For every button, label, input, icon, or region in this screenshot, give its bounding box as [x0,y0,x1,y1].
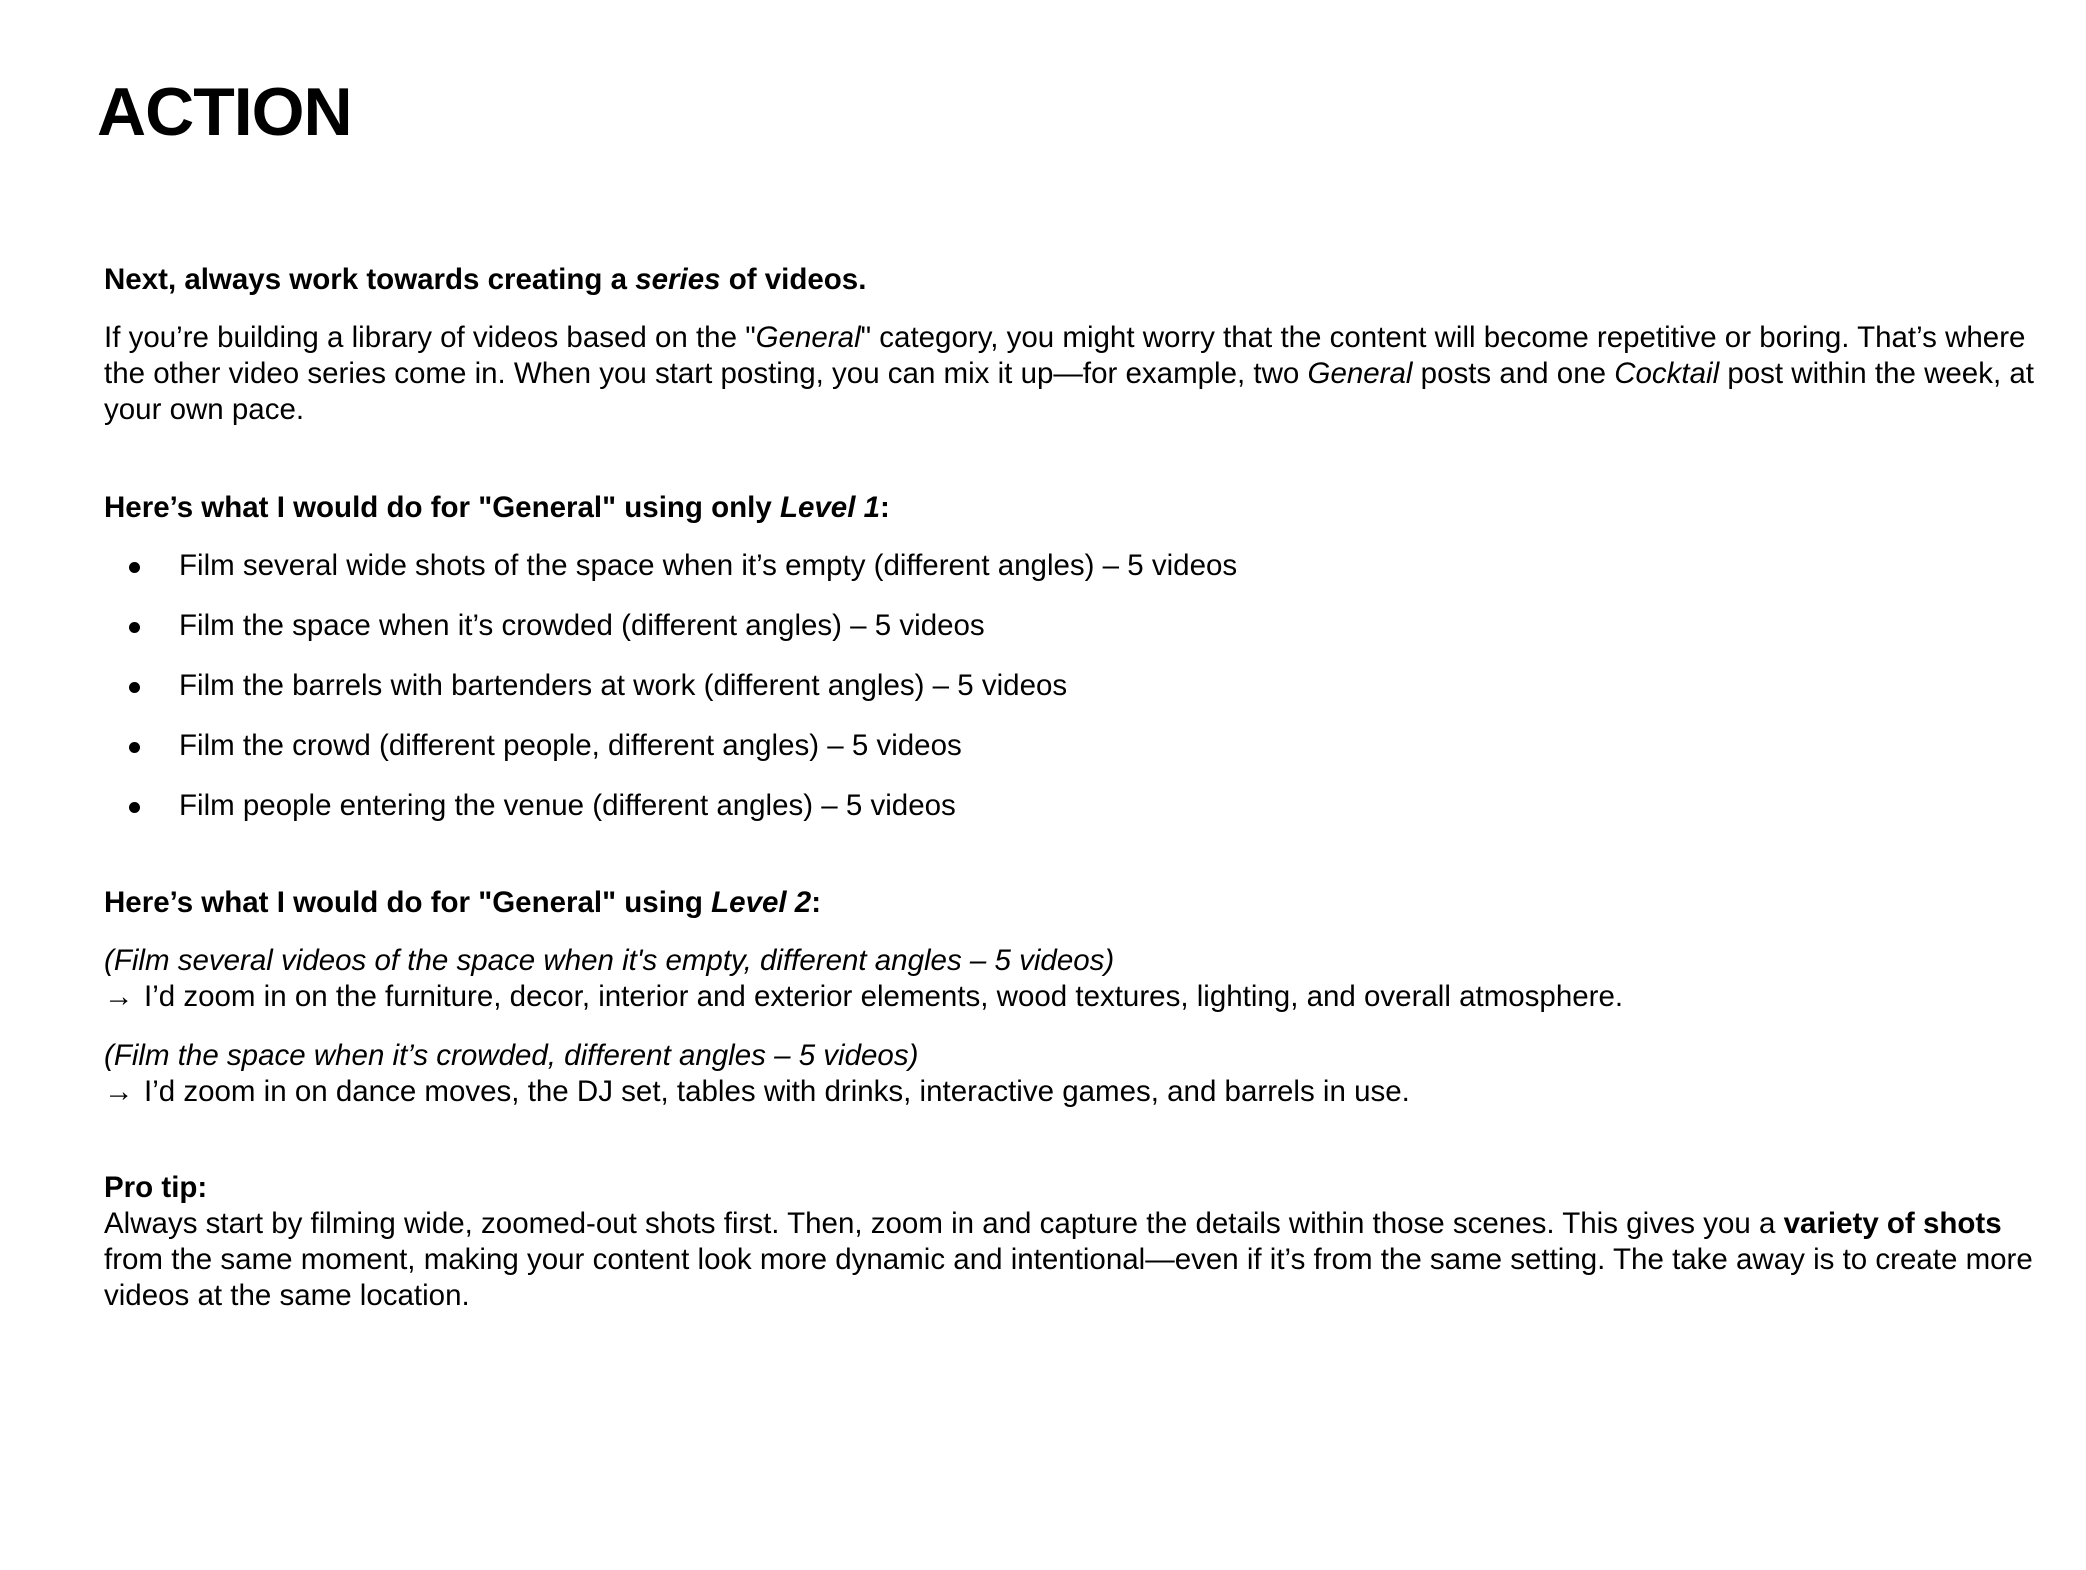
intro-text-3: posts and one [1412,357,1615,390]
pro-tip-bold: variety of shots [1783,1207,2002,1240]
pro-tip-text-1: Always start by filming wide, zoomed-out shots first. Then, zoom in and capture the details within those scenes. This gives you a [104,1207,1784,1240]
level1-heading-emphasis: Level 1 [779,491,881,524]
list-item-text: Film the barrels with bartenders at work (different angles) – 5 videos [179,669,1068,702]
level1-list [104,548,2044,824]
intro-paragraph [104,320,2044,428]
level2-note: (Film the space when it’s crowded, different angles – 5 videos) [104,1039,919,1072]
level2-block [104,1038,2044,1110]
intro-text-4: post within the week, at your own pace. [104,357,2034,426]
level1-heading-text-end: : [880,491,890,524]
intro-heading [104,262,2044,298]
level2-detail-text: I’d zoom in on dance moves, the DJ set, tables with drinks, interactive games, and barrels in use. [144,1075,1410,1108]
level2-heading [104,885,2044,921]
level1-heading-text: Here’s what I would do for "General" using only [104,491,780,524]
level2-block [104,943,2044,1015]
pro-tip-label: Pro tip: [104,1171,208,1204]
intro-emphasis-1: General [755,321,861,354]
list-item [104,668,2044,704]
intro-heading-text-end: of videos. [720,263,867,296]
list-item-text: Film people entering the venue (different angles) – 5 videos [179,789,956,822]
intro-heading-text: Next, always work towards creating a [104,263,636,296]
bullet-icon [129,562,140,573]
list-item [104,728,2044,764]
list-item-text: Film several wide shots of the space when it’s empty (different angles) – 5 videos [179,549,1238,582]
list-item-text: Film the space when it’s crowded (different angles) – 5 videos [179,609,985,642]
arrow-right-icon: → [104,1075,134,1108]
level2-heading-text: Here’s what I would do for "General" using [104,886,712,919]
bullet-icon [129,802,140,813]
level2-detail-text: I’d zoom in on the furniture, decor, interior and exterior elements, wood textures, lighting, and overall atmosphere. [144,980,1624,1013]
intro-text-1: If you’re building a library of videos based on the " [104,321,756,354]
arrow-right-icon: → [104,980,134,1013]
bullet-icon [129,682,140,693]
list-item [104,788,2044,824]
intro-emphasis-3: Cocktail [1614,357,1720,390]
intro-text-2: " category, you might worry that the content will become repetitive or boring. That’s where the other video series come in. When you start posting, you can mix it up—for example, two [104,321,2026,390]
level2-heading-emphasis: Level 2 [711,886,812,919]
list-item [104,608,2044,644]
level2-detail [104,979,2044,1015]
level2-heading-text-end: : [811,886,822,919]
level1-heading [104,490,2044,526]
level2-detail [104,1074,2044,1110]
bullet-icon [129,622,140,633]
pro-tip-text [104,1206,2044,1314]
list-item [104,548,2044,584]
pro-tip-text-2: from the same moment, making your content look more dynamic and intentional—even if it’s from the same setting. The take away is to create more videos at the same location. [104,1243,2033,1312]
intro-heading-emphasis: series [635,263,721,296]
list-item-text: Film the crowd (different people, different angles) – 5 videos [179,729,962,762]
page-title: ACTION [97,74,352,150]
intro-emphasis-2: General [1307,357,1413,390]
document-body [104,262,2044,1314]
bullet-icon [129,742,140,753]
level2-note: (Film several videos of the space when it's empty, different angles – 5 videos) [104,944,1115,977]
